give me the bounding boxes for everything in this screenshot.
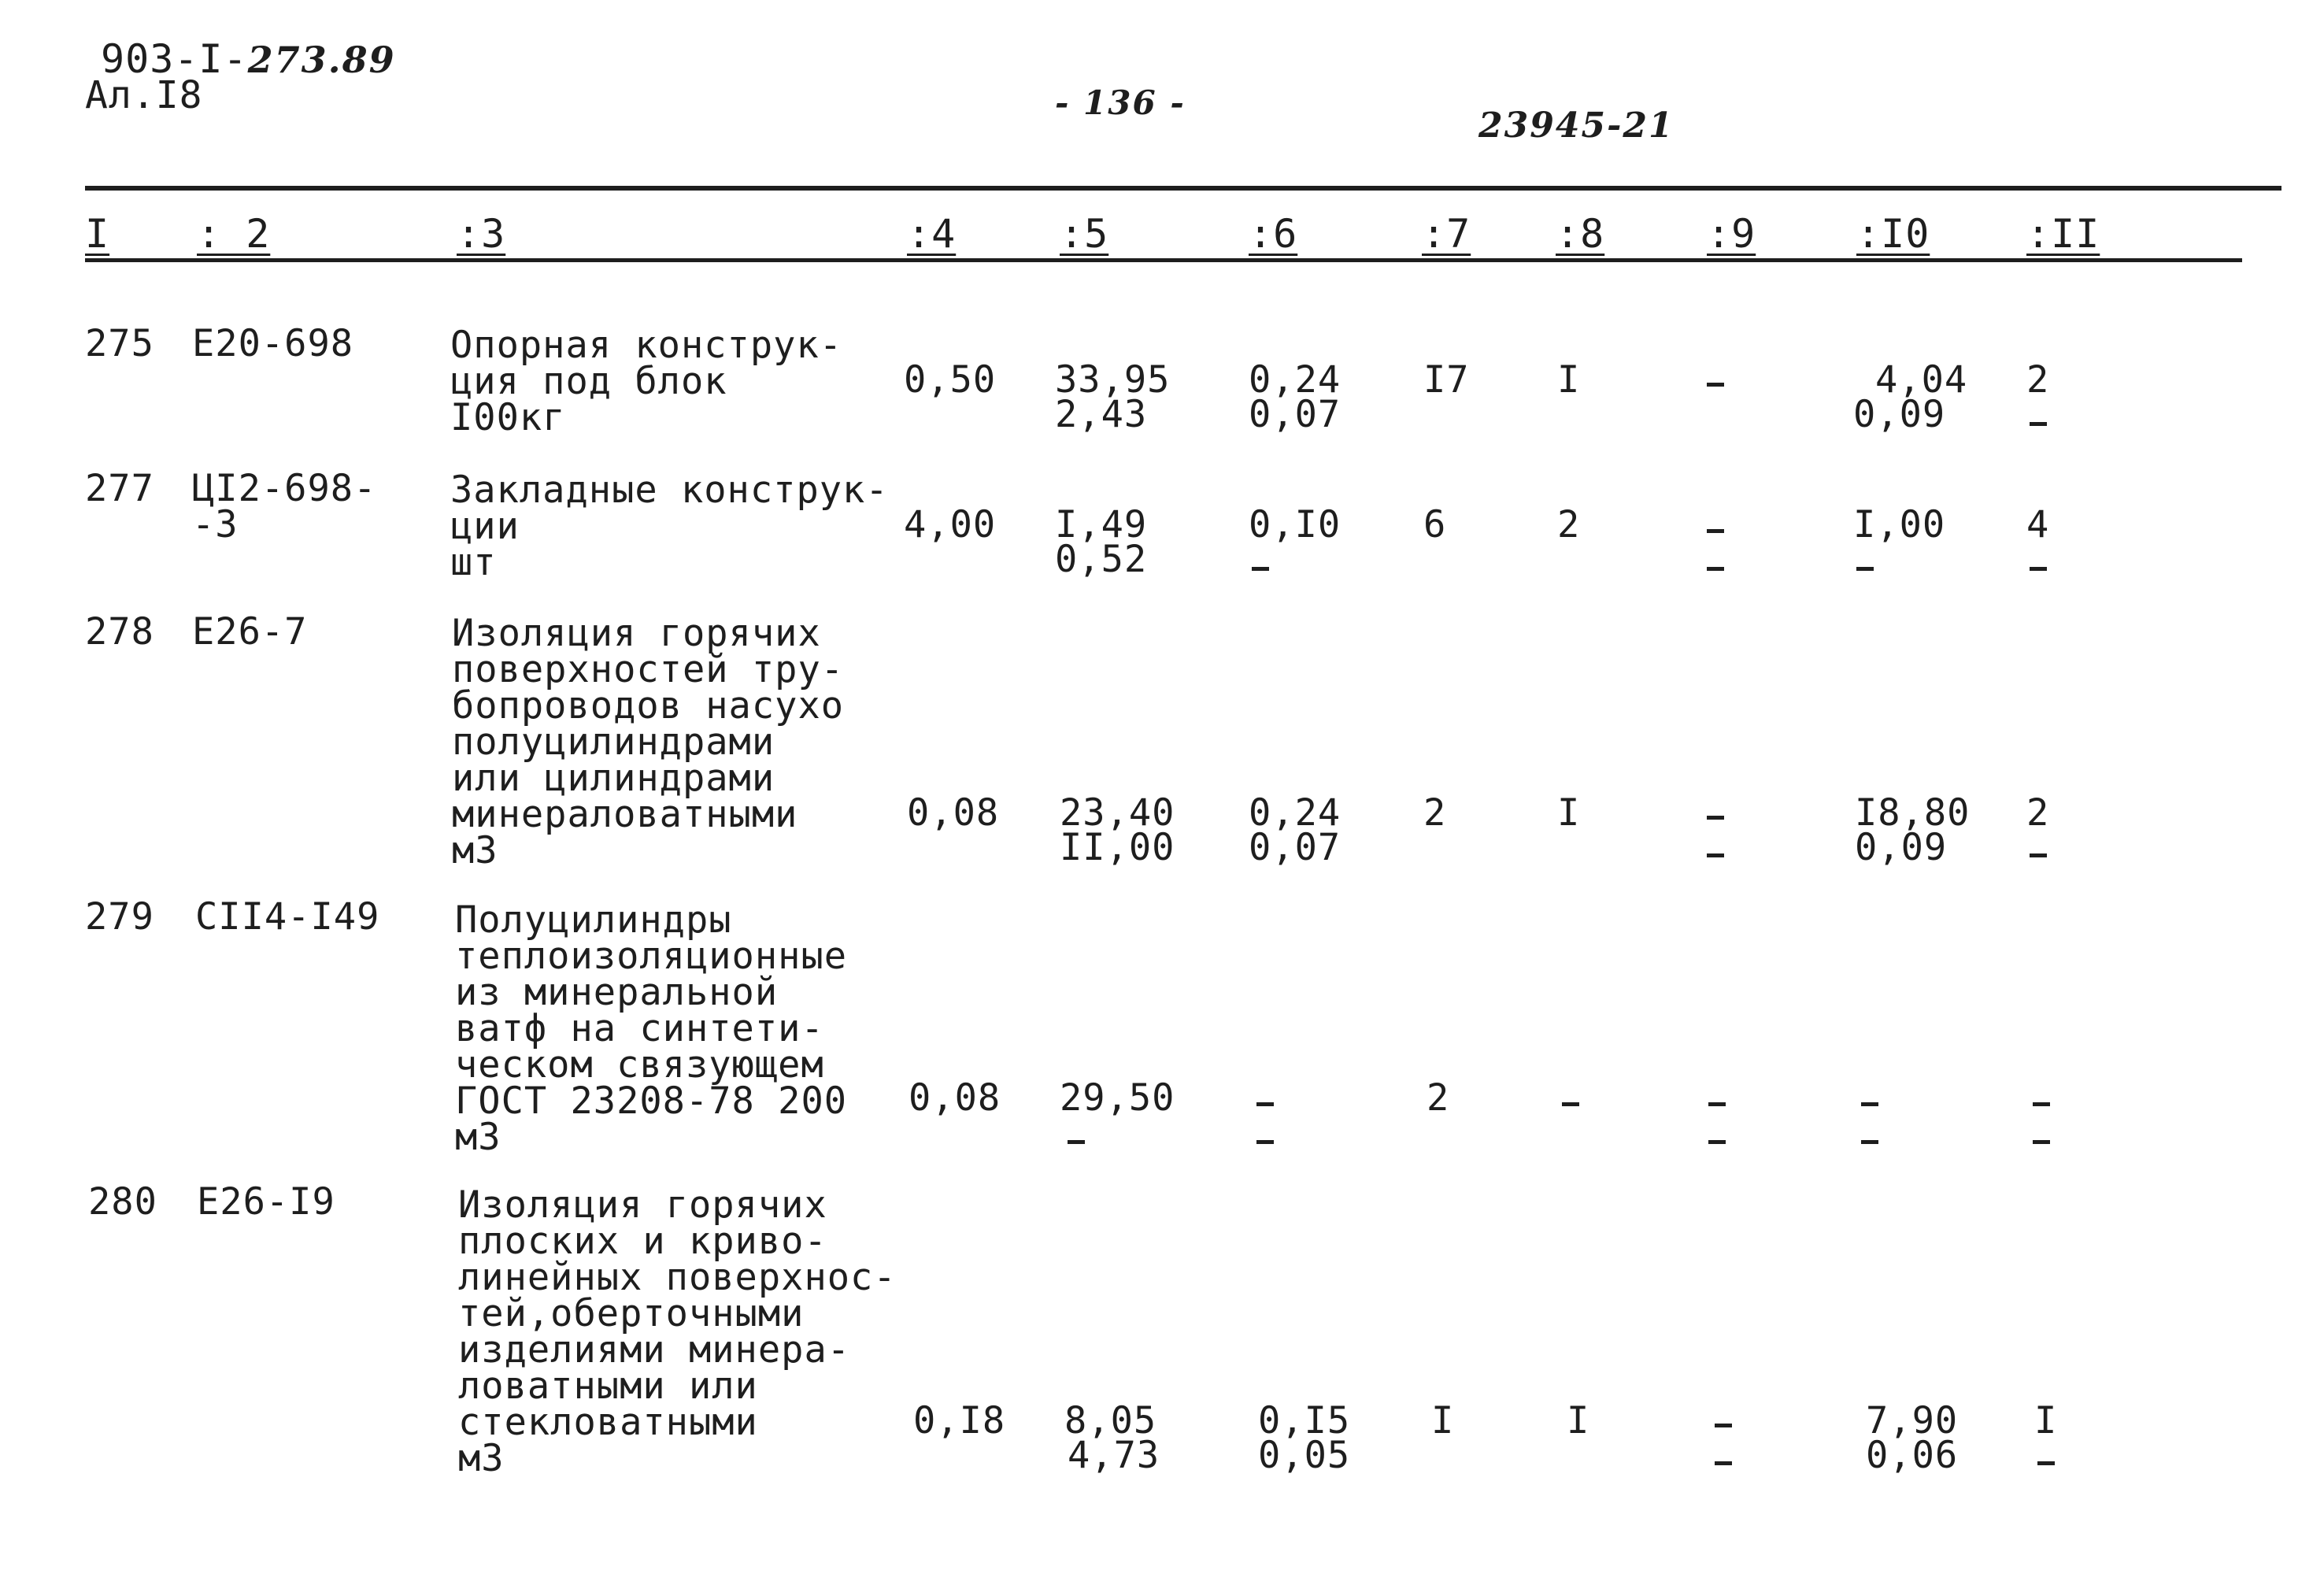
cell-col10-top: I8,80 (1855, 791, 1971, 835)
cell-col8: I (1557, 358, 1581, 402)
description-line: Полуцилиндры (455, 898, 732, 942)
description-line: м3 (458, 1437, 505, 1480)
document-code-handwritten: 273.89 (247, 39, 396, 81)
album-number: Ал.I8 (85, 73, 203, 117)
cell-col10-dash (1861, 1140, 1878, 1144)
cell-col6-dash (1256, 1140, 1274, 1144)
cell-col5-bottom: 4,73 (1068, 1434, 1160, 1477)
cell-col11: 2 (2026, 791, 2050, 835)
cell-col11: I (2034, 1399, 2058, 1442)
description-line: шт (450, 541, 497, 584)
cell-col9-dash (1715, 1461, 1732, 1465)
cell-col11: 4 (2026, 503, 2050, 546)
row-number: 280 (88, 1180, 157, 1224)
cell-col9-dash (1707, 383, 1724, 387)
cell-col7: 6 (1423, 503, 1447, 546)
cell-col8: I (1567, 1399, 1590, 1442)
row-number: 277 (85, 467, 154, 510)
cell-col5-bottom: 2,43 (1055, 393, 1148, 436)
description-line: изделиями минера- (458, 1328, 851, 1372)
cell-col4: 4,00 (904, 503, 997, 546)
row-description (455, 898, 848, 1159)
stamp-number: 23945-21 (1478, 106, 1675, 146)
document-code (101, 36, 396, 82)
cell-col6-bottom: 0,07 (1249, 393, 1341, 436)
cell-col9-dash (1708, 1102, 1726, 1106)
column-header-5: :5 (1060, 211, 1109, 257)
description-line: Закладные конструк- (450, 468, 889, 512)
cell-col6-dash (1256, 1102, 1274, 1106)
cell-col5: 29,50 (1060, 1076, 1175, 1120)
cell-col7: I7 (1423, 358, 1470, 402)
cell-col5-top: 23,40 (1060, 791, 1175, 835)
cell-col6-top: 0,24 (1249, 791, 1341, 835)
cell-col8: I (1557, 791, 1581, 835)
description-line: ГОСТ 23208-78 200 (455, 1079, 848, 1123)
column-header-7: :7 (1422, 211, 1471, 257)
column-header-8: :8 (1556, 211, 1605, 257)
description-line: м3 (452, 829, 498, 872)
cell-col10-top: I,00 (1853, 503, 1946, 546)
cell-col10-dash (1861, 1102, 1878, 1106)
cell-col11-dash (2030, 422, 2047, 426)
cell-col11-dash (2033, 1102, 2050, 1106)
cell-col9-dash (1707, 816, 1724, 820)
cell-col5-top: 33,95 (1055, 358, 1171, 402)
description-line: ции (450, 505, 520, 548)
row-description (458, 1183, 897, 1480)
description-line: ватф на синтети- (455, 1007, 824, 1050)
cell-col9-dash (1707, 567, 1724, 571)
cell-col4: 0,I8 (913, 1399, 1006, 1442)
cell-col9-dash (1715, 1424, 1732, 1427)
description-line: бопроводов насухо (452, 684, 845, 728)
description-line: линейных поверхнос- (458, 1256, 897, 1299)
cell-col10-bottom: 0,09 (1855, 826, 1948, 869)
cell-col5-bottom: II,00 (1060, 826, 1175, 869)
description-line: или цилиндрами (452, 757, 775, 800)
description-line: стекловатными (458, 1401, 758, 1444)
cell-col6-top: 0,24 (1249, 358, 1341, 402)
description-line: ловатными или (458, 1364, 758, 1408)
cell-col11-dash (2030, 853, 2047, 857)
cell-col11-dash (2033, 1140, 2050, 1144)
cell-col6-dash (1252, 567, 1269, 571)
cell-col4: 0,08 (909, 1076, 1001, 1120)
row-description (450, 324, 843, 439)
top-rule (85, 186, 2281, 191)
cell-col8: 2 (1557, 503, 1581, 546)
description-line: минераловатными (452, 793, 798, 836)
row-number: 279 (85, 895, 154, 939)
column-header-3: :3 (457, 211, 506, 257)
cell-col7: 2 (1423, 791, 1447, 835)
page-number: - 136 - (1055, 83, 1186, 122)
column-header-4: :4 (907, 211, 957, 257)
cell-col5-top: I,49 (1055, 503, 1148, 546)
cell-col5-top: 8,05 (1064, 1399, 1157, 1442)
row-code-continuation: -3 (192, 503, 239, 546)
header-rule (85, 258, 2242, 262)
cell-col6-top: 0,I0 (1249, 503, 1341, 546)
cell-col9-dash (1708, 1140, 1726, 1144)
description-line: I00кг (450, 396, 566, 439)
cell-col5-bottom: 0,52 (1055, 538, 1148, 581)
cell-col6-bottom: 0,05 (1258, 1434, 1351, 1477)
cell-col11: 2 (2026, 358, 2050, 402)
column-header-6: :6 (1249, 211, 1298, 257)
row-code: E20-698 (192, 322, 354, 365)
description-line: полуцилиндрами (452, 720, 775, 764)
description-line: Изоляция горячих (458, 1183, 827, 1227)
column-header-10: :I0 (1856, 211, 1930, 257)
description-line: м3 (455, 1116, 501, 1159)
cell-col10-bottom: 0,09 (1853, 393, 1946, 436)
row-code: CII4-I49 (195, 895, 380, 939)
cell-col9-dash (1707, 529, 1724, 533)
row-code: E26-7 (192, 610, 308, 654)
row-code: E26-I9 (197, 1180, 335, 1224)
description-line: поверхностей тру- (452, 648, 845, 691)
cell-col4: 0,08 (907, 791, 1000, 835)
column-header-2: : 2 (197, 211, 271, 257)
row-code: ЦI2-698- (192, 467, 377, 510)
cell-col7: I (1431, 1399, 1455, 1442)
cell-col9-dash (1707, 853, 1724, 857)
description-line: из минеральной (455, 971, 779, 1014)
column-header-9: :9 (1707, 211, 1756, 257)
description-line: Опорная конструк- (450, 324, 843, 367)
cell-col10-bottom: 0,06 (1866, 1434, 1959, 1477)
row-description (450, 468, 889, 584)
cell-col8-dash (1562, 1102, 1579, 1106)
cell-col11-dash (2037, 1461, 2055, 1465)
description-line: тей,оберточными (458, 1292, 805, 1335)
cell-col6-top: 0,I5 (1258, 1399, 1351, 1442)
description-line: ция под блок (450, 360, 727, 403)
row-number: 278 (85, 610, 154, 654)
row-number: 275 (85, 322, 154, 365)
cell-col5-dash (1068, 1140, 1085, 1144)
row-description (452, 612, 845, 872)
cell-col6-bottom: 0,07 (1249, 826, 1341, 869)
document-code-typed: 903-I- (101, 36, 248, 82)
cell-col4: 0,50 (904, 358, 997, 402)
description-line: плоских и криво- (458, 1220, 827, 1263)
description-line: теплоизоляционные (455, 935, 848, 978)
column-header-11: :II (2026, 211, 2100, 257)
cell-col10-dash (1856, 567, 1874, 571)
cell-col10-top: 4,04 (1875, 358, 1968, 402)
cell-col10-top: 7,90 (1866, 1399, 1959, 1442)
cell-col11-dash (2030, 567, 2047, 571)
column-header-1: I (85, 211, 110, 257)
cell-col7: 2 (1427, 1076, 1450, 1120)
description-line: Изоляция горячих (452, 612, 821, 655)
description-line: ческом связующем (455, 1043, 824, 1087)
